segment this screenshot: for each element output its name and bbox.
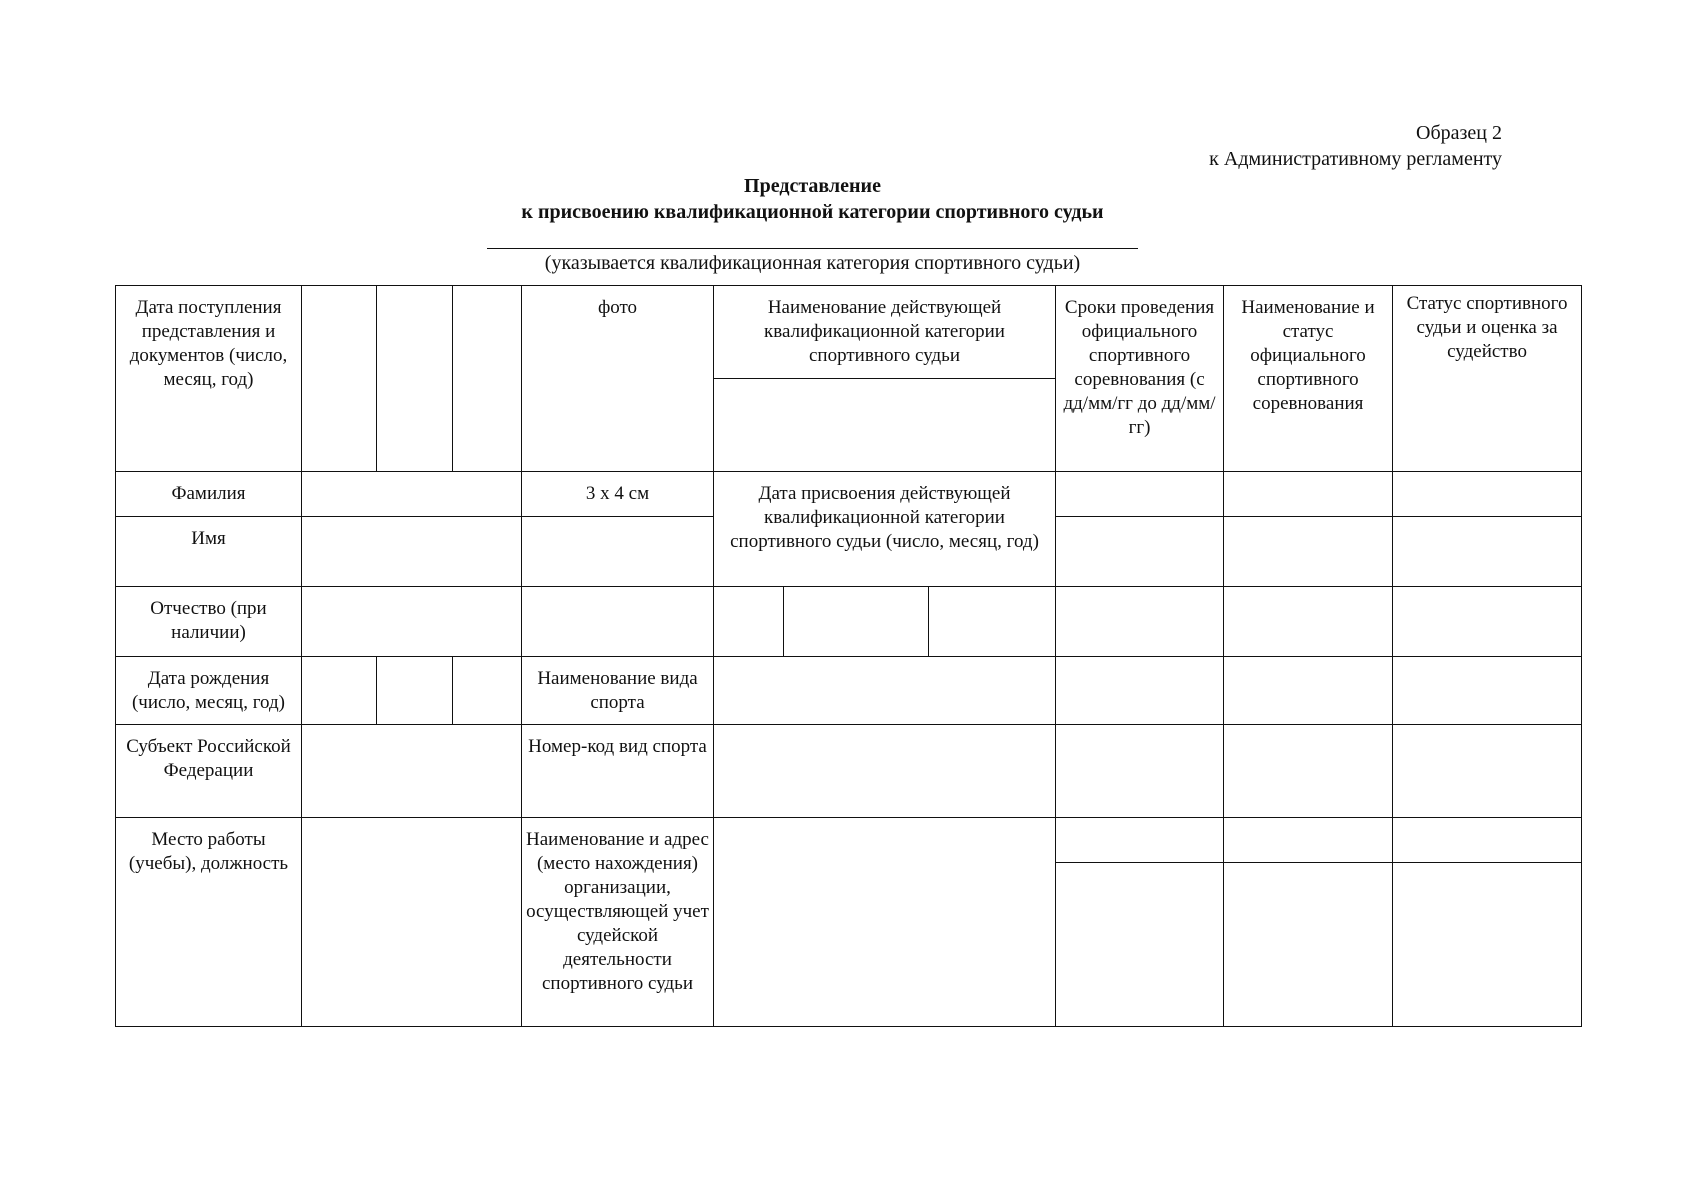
representation-form-table bbox=[115, 285, 1582, 1027]
competition-dates-cell[interactable] bbox=[1056, 587, 1224, 657]
surname-label: Фамилия bbox=[116, 472, 302, 517]
judge-status-cell[interactable] bbox=[1393, 657, 1582, 725]
birth-date-label: Дата рождения (число, месяц, год) bbox=[116, 657, 302, 725]
current-category-label: Наименование действующей квалификационной категории спортивного судьи bbox=[714, 286, 1056, 379]
competition-name-header: Наименование и статус официального спортивного соревнования bbox=[1224, 286, 1393, 472]
title-line-1: Представление bbox=[744, 175, 881, 197]
name-value[interactable] bbox=[302, 517, 522, 587]
competition-name-cell[interactable] bbox=[1224, 863, 1393, 1027]
judge-status-cell[interactable] bbox=[1393, 517, 1582, 587]
date-received-year-cell[interactable] bbox=[453, 286, 522, 472]
sport-name-value[interactable] bbox=[714, 657, 1056, 725]
judge-status-cell[interactable] bbox=[1393, 472, 1582, 517]
photo-cell[interactable] bbox=[522, 517, 714, 587]
competition-name-cell[interactable] bbox=[1224, 587, 1393, 657]
category-date-label: Дата присвоения действующей квалификационной категории спортивного судьи (число, месяц, год) bbox=[714, 472, 1056, 587]
competition-dates-cell[interactable] bbox=[1056, 818, 1224, 863]
competition-dates-header: Сроки проведения официального спортивного соревнования (с дд/мм/гг до дд/мм/гг) bbox=[1056, 286, 1224, 472]
sport-code-value[interactable] bbox=[714, 725, 1056, 818]
workplace-label: Место работы (учебы), должность bbox=[116, 818, 302, 1027]
competition-dates-cell[interactable] bbox=[1056, 657, 1224, 725]
region-label: Субъект Российской Федерации bbox=[116, 725, 302, 818]
region-value[interactable] bbox=[302, 725, 522, 818]
sport-name-label: Наименование вида спорта bbox=[522, 657, 714, 725]
organization-label: Наименование и адрес (место нахождения) организации, осуществляющей учет судейской деятельности спортивного судьи bbox=[522, 818, 714, 1027]
photo-size-label: 3 х 4 см bbox=[522, 472, 714, 517]
date-received-day-cell[interactable] bbox=[302, 286, 377, 472]
birth-date-day-cell[interactable] bbox=[302, 657, 377, 725]
workplace-value[interactable] bbox=[302, 818, 522, 1027]
organization-value[interactable] bbox=[714, 818, 1056, 1027]
photo-cell[interactable] bbox=[522, 587, 714, 657]
competition-name-cell[interactable] bbox=[1224, 657, 1393, 725]
date-received-label: Дата поступления представления и документов (число, месяц, год) bbox=[116, 286, 302, 472]
judge-status-cell[interactable] bbox=[1393, 818, 1582, 863]
patronymic-label: Отчество (при наличии) bbox=[116, 587, 302, 657]
patronymic-value[interactable] bbox=[302, 587, 522, 657]
document-title bbox=[0, 173, 1625, 225]
judge-status-cell[interactable] bbox=[1393, 725, 1582, 818]
competition-name-cell[interactable] bbox=[1224, 818, 1393, 863]
category-date-year-cell[interactable] bbox=[929, 587, 1056, 657]
category-hint: (указывается квалификационная категория спортивного судьи) bbox=[544, 252, 1081, 274]
competition-name-cell[interactable] bbox=[1224, 517, 1393, 587]
birth-date-year-cell[interactable] bbox=[453, 657, 522, 725]
name-label: Имя bbox=[116, 517, 302, 587]
competition-name-cell[interactable] bbox=[1224, 472, 1393, 517]
birth-date-month-cell[interactable] bbox=[377, 657, 453, 725]
category-fill-line[interactable] bbox=[487, 248, 1138, 249]
sport-code-label: Номер-код вид спорта bbox=[522, 725, 714, 818]
date-received-month-cell[interactable] bbox=[377, 286, 453, 472]
competition-dates-cell[interactable] bbox=[1056, 472, 1224, 517]
judge-status-cell[interactable] bbox=[1393, 863, 1582, 1027]
competition-name-cell[interactable] bbox=[1224, 725, 1393, 818]
sample-note bbox=[1209, 120, 1502, 172]
judge-status-cell[interactable] bbox=[1393, 587, 1582, 657]
title-line-2: к присвоению квалификационной категории спортивного судьи bbox=[521, 201, 1104, 223]
category-date-month-cell[interactable] bbox=[784, 587, 929, 657]
judge-status-header: Статус спортивного судьи и оценка за судейство bbox=[1393, 286, 1582, 472]
current-category-value[interactable] bbox=[714, 379, 1056, 472]
competition-dates-cell[interactable] bbox=[1056, 725, 1224, 818]
sample-number: Образец 2 bbox=[1416, 122, 1502, 144]
category-date-day-cell[interactable] bbox=[714, 587, 784, 657]
competition-dates-cell[interactable] bbox=[1056, 863, 1224, 1027]
competition-dates-cell[interactable] bbox=[1056, 517, 1224, 587]
surname-value[interactable] bbox=[302, 472, 522, 517]
photo-label: фото bbox=[522, 286, 714, 472]
sample-reference: к Административному регламенту bbox=[1209, 148, 1502, 170]
